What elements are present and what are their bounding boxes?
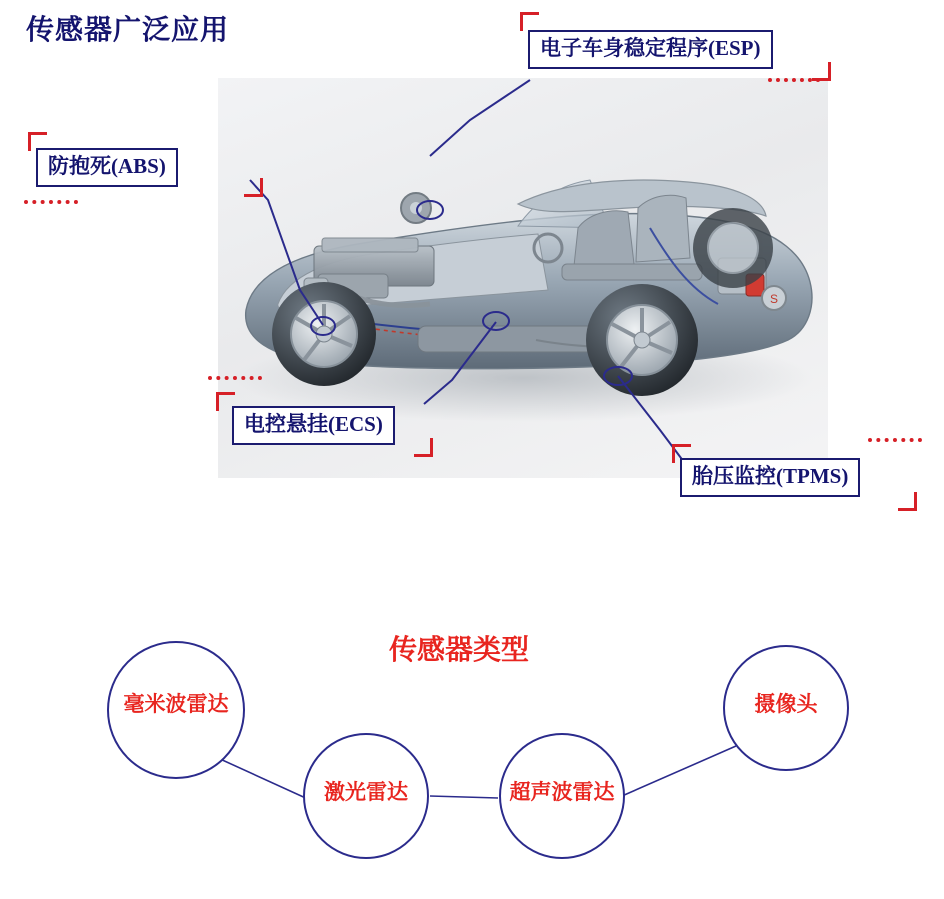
page-title: 传感器广泛应用 (26, 15, 230, 46)
sensor-types-diagram (0, 600, 944, 899)
bracket-ecs-bottom-right (414, 438, 433, 457)
bracket-abs-top-left (28, 132, 47, 151)
dots-ecs (208, 376, 262, 384)
svg-text:S: S (770, 292, 779, 306)
bracket-abs-bottom-right (244, 178, 263, 197)
callout-tpms[interactable]: 胎压监控(TPMS) (680, 458, 860, 497)
callout-ecs[interactable]: 电控悬挂(ECS) (232, 406, 395, 445)
bubble-label-mmwave: 毫米波雷达 (123, 692, 229, 716)
dots-esp (768, 78, 820, 86)
callout-abs[interactable]: 防抱死(ABS) (36, 148, 178, 187)
bracket-esp-top-left (520, 12, 539, 31)
dots-abs (24, 200, 78, 208)
callout-esp[interactable]: 电子车身稳定程序(ESP) (528, 30, 773, 69)
bracket-tpms-top-left (672, 444, 691, 463)
dots-tpms (868, 438, 922, 446)
bracket-ecs-top-left (216, 392, 235, 411)
bubble-label-lidar: 激光雷达 (324, 780, 408, 804)
sensor-types-title: 传感器类型 (389, 635, 530, 666)
bubble-label-camera: 摄像头 (754, 692, 818, 716)
bubble-label-ultrasonic: 超声波雷达 (509, 780, 615, 804)
bracket-tpms-bottom-right (898, 492, 917, 511)
